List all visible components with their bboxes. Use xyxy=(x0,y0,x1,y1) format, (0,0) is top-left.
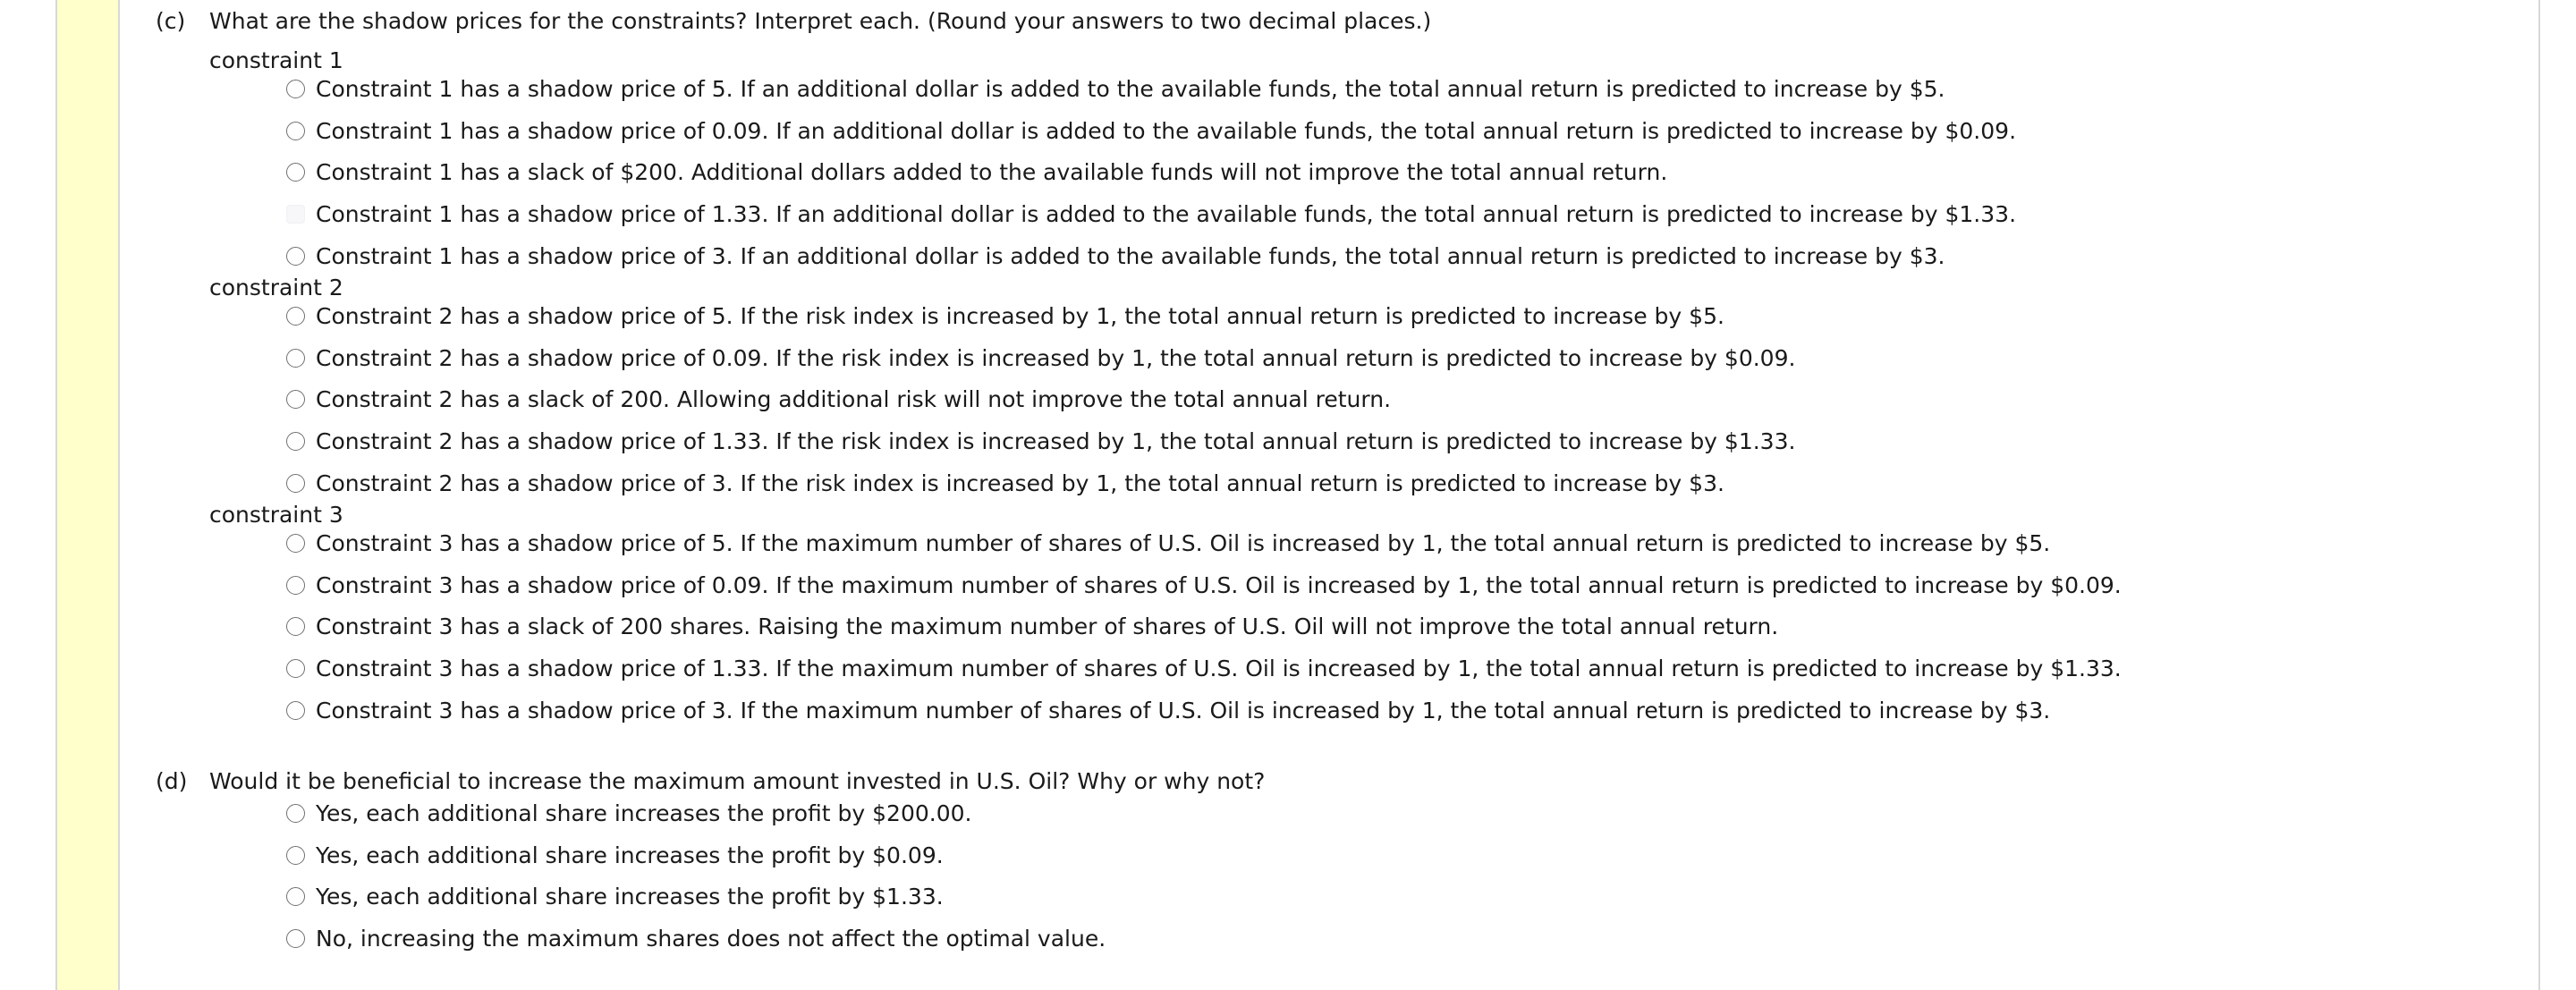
option-label: Constraint 1 has a shadow price of 5. If an additional dollar is added to the available funds, the total annual return is predicted to increase by $5. xyxy=(316,75,1945,102)
question-c xyxy=(156,7,2517,36)
constraint-2-group xyxy=(209,274,2517,504)
option-label: Yes, each additional share increases the profit by $0.09. xyxy=(316,842,944,868)
radio-button[interactable] xyxy=(286,474,305,493)
radio-button[interactable] xyxy=(286,576,305,595)
constraint-1-option-5[interactable] xyxy=(286,235,2517,277)
radio-button[interactable] xyxy=(286,929,305,948)
left-highlight-stripe xyxy=(55,0,120,990)
option-label: Constraint 1 has a shadow price of 1.33. If an additional dollar is added to the available funds, the total annual return is predicted to increase by $1.33. xyxy=(316,201,2017,228)
radio-button[interactable] xyxy=(286,534,305,553)
constraint-1-label: constraint 1 xyxy=(209,47,343,73)
radio-button[interactable] xyxy=(286,659,305,678)
question-content xyxy=(156,7,2517,960)
question-d-letter: (d) xyxy=(156,767,188,794)
option-label: Constraint 3 has a shadow price of 5. If the maximum number of shares of U.S. Oil is increased by 1, the total annual return is predicted to increase by $5. xyxy=(316,529,2051,556)
radio-button[interactable] xyxy=(286,804,305,823)
constraint-1-option-1[interactable] xyxy=(286,68,2517,110)
constraint-3-option-2[interactable] xyxy=(286,564,2517,606)
option-label: Yes, each additional share increases the profit by $1.33. xyxy=(316,884,944,910)
option-label: Constraint 3 has a shadow price of 1.33. If the maximum number of shares of U.S. Oil is increased by 1, the total annual return is predicted to increase by $1.33. xyxy=(316,656,2122,682)
constraint-2-option-4[interactable] xyxy=(286,420,2517,462)
constraint-2-option-5[interactable] xyxy=(286,462,2517,504)
radio-button[interactable] xyxy=(286,887,305,906)
question-c-text: What are the shadow prices for the constraints? Interpret each. (Round your answers to two decimal places.) xyxy=(209,8,1432,34)
option-label: No, increasing the maximum shares does not affect the optimal value. xyxy=(316,926,1106,952)
constraint-3-group xyxy=(209,501,2517,732)
constraint-2-label: constraint 2 xyxy=(209,274,343,300)
question-d-option-4[interactable] xyxy=(286,918,2517,960)
option-label: Constraint 2 has a shadow price of 0.09. If the risk index is increased by 1, the total annual return is predicted to increase by $0.09. xyxy=(316,344,1796,371)
question-d xyxy=(156,767,2517,796)
radio-button[interactable] xyxy=(286,432,305,451)
constraint-3-label: constraint 3 xyxy=(209,501,343,528)
radio-button[interactable] xyxy=(286,80,305,98)
option-label: Constraint 3 has a slack of 200 shares. Raising the maximum number of shares of U.S. Oil will not improve the total annual return. xyxy=(316,613,1779,640)
question-d-option-3[interactable] xyxy=(286,876,2517,918)
option-label: Constraint 3 has a shadow price of 0.09. If the maximum number of shares of U.S. Oil is increased by 1, the total annual return is predicted to increase by $0.09. xyxy=(316,571,2122,598)
constraint-1-option-4[interactable] xyxy=(286,193,2517,235)
radio-button[interactable] xyxy=(286,390,305,409)
constraint-1-option-3[interactable] xyxy=(286,152,2517,194)
option-label: Constraint 2 has a shadow price of 3. If the risk index is increased by 1, the total annual return is predicted to increase by $3. xyxy=(316,470,1724,497)
question-c-letter: (c) xyxy=(156,8,186,34)
radio-button[interactable] xyxy=(286,247,305,266)
option-label: Constraint 1 has a slack of $200. Additional dollars added to the available funds will not improve the total annual return. xyxy=(316,159,1668,186)
radio-button[interactable] xyxy=(286,701,305,720)
constraint-2-option-3[interactable] xyxy=(286,379,2517,421)
radio-button[interactable] xyxy=(286,349,305,368)
constraint-2-option-2[interactable] xyxy=(286,337,2517,379)
radio-button[interactable] xyxy=(286,846,305,865)
left-margin xyxy=(0,0,55,990)
option-label: Constraint 2 has a shadow price of 1.33. If the risk index is increased by 1, the total annual return is predicted to increase by $1.33. xyxy=(316,428,1796,455)
constraint-2-option-1[interactable] xyxy=(286,295,2517,337)
constraint-3-option-3[interactable] xyxy=(286,606,2517,648)
constraint-1-option-2[interactable] xyxy=(286,110,2517,152)
option-label: Yes, each additional share increases the profit by $200.00. xyxy=(316,800,972,826)
radio-button[interactable] xyxy=(286,307,305,326)
constraint-3-option-5[interactable] xyxy=(286,690,2517,732)
option-label: Constraint 2 has a slack of 200. Allowing additional risk will not improve the total annual return. xyxy=(316,386,1392,413)
option-label: Constraint 3 has a shadow price of 3. If the maximum number of shares of U.S. Oil is increased by 1, the total annual return is predicted to increase by $3. xyxy=(316,698,2051,724)
question-c-answers xyxy=(209,47,2517,732)
question-d-text: Would it be beneficial to increase the maximum amount invested in U.S. Oil? Why or why not? xyxy=(209,767,1266,794)
option-label: Constraint 2 has a shadow price of 5. If the risk index is increased by 1, the total annual return is predicted to increase by $5. xyxy=(316,302,1724,329)
option-label: Constraint 1 has a shadow price of 3. If an additional dollar is added to the available funds, the total annual return is predicted to increase by $3. xyxy=(316,243,1945,270)
question-d-answers xyxy=(209,792,2517,960)
question-d-option-1[interactable] xyxy=(286,792,2517,834)
constraint-1-group xyxy=(209,47,2517,277)
option-label: Constraint 1 has a shadow price of 0.09. If an additional dollar is added to the available funds, the total annual return is predicted to increase by $0.09. xyxy=(316,117,2017,144)
radio-button[interactable] xyxy=(286,122,305,140)
constraint-3-option-4[interactable] xyxy=(286,647,2517,690)
constraint-3-option-1[interactable] xyxy=(286,522,2517,564)
radio-button[interactable] xyxy=(286,163,305,182)
right-border xyxy=(2538,0,2540,990)
radio-button[interactable] xyxy=(286,205,305,224)
question-d-option-2[interactable] xyxy=(286,834,2517,876)
radio-button[interactable] xyxy=(286,617,305,636)
